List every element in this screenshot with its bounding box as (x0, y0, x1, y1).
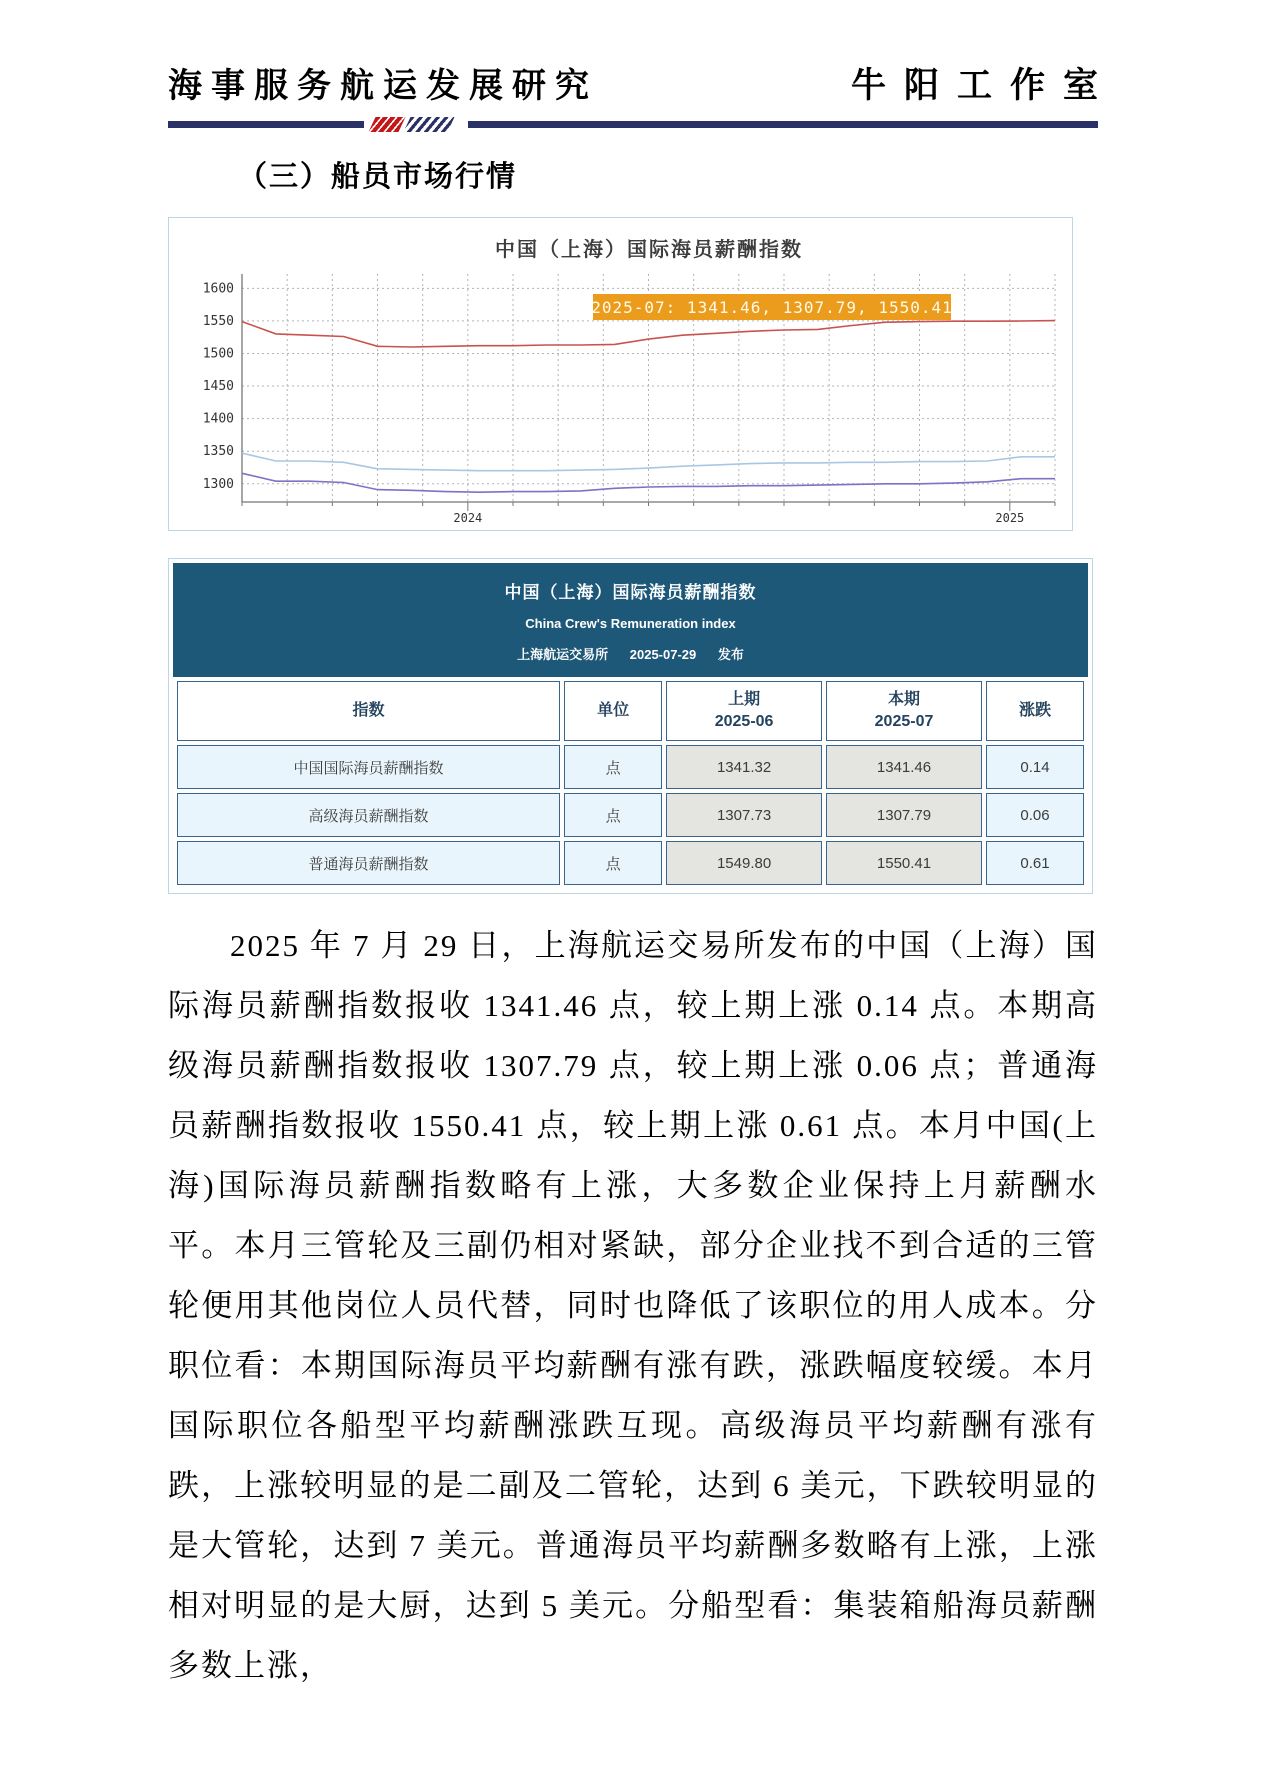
cell-prev-value: 1307.73 (666, 793, 822, 837)
col-header-unit (564, 681, 662, 741)
cell-index-name: 中国国际海员薪酬指数 (177, 745, 560, 789)
chart-tooltip-text: 2025-07: 1341.46, 1307.79, 1550.41 (591, 298, 953, 317)
table-publish-word: 发布 (717, 647, 744, 662)
crew-index-chart (168, 217, 1073, 531)
cell-curr-value: 1307.79 (826, 793, 982, 837)
table-banner (173, 563, 1088, 677)
table-publisher: 上海航运交易所 (517, 647, 609, 662)
svg-text:1550: 1550 (202, 313, 234, 329)
table-subtitle-en: China Crew's Remuneration index (525, 616, 736, 631)
col-header-index (177, 681, 560, 741)
cell-index-name: 普通海员薪酬指数 (177, 841, 560, 885)
svg-text:1400: 1400 (202, 411, 234, 427)
crew-index-chart-svg (169, 218, 1072, 530)
divider-red-stripes-icon (369, 117, 406, 132)
crew-index-table (173, 677, 1088, 889)
crew-index-table-frame (168, 558, 1093, 894)
svg-text:2024: 2024 (453, 511, 483, 525)
masthead-left-title: 海事服务航运发展研究 (168, 67, 598, 105)
cell-curr-value: 1341.46 (826, 745, 982, 789)
col-header-prev (666, 681, 822, 741)
masthead-divider (168, 121, 1098, 128)
col-header-change-label: 涨跌 (1018, 702, 1051, 720)
table-header-row (177, 681, 1084, 741)
divider-navy-stripes-icon (404, 117, 455, 132)
cell-unit: 点 (564, 793, 662, 837)
chart-series-lines (242, 321, 1055, 493)
col-header-change (986, 681, 1084, 741)
cell-change-value: 0.61 (986, 841, 1084, 885)
cell-change-value: 0.06 (986, 793, 1084, 837)
cell-change-value: 0.14 (986, 745, 1084, 789)
body-paragraph: 2025 年 7 月 29 日，上海航运交易所发布的中国（上海）国际海员薪酬指数报收 1341.46 点，较上期上涨 0.14 点。本期高级海员薪酬指数报收 1307.79 点，较上期上涨 0.06 点；普通海员薪酬指数报收 1550.41 点，较上期上涨 0.61 点。本月中国(上海)国际海员薪酬指数略有上涨，大多数企业保持上月薪酬水平。本月三管轮及三副仍相对紧缺，部分企业找不到合适的三管轮便用其他岗位人员代替，同时也降低了该职位的用人成本。分职位看：本期国际海员平均薪酬有涨有跌，涨跌幅度较缓。本月国际职位各船型平均薪酬涨跌互现。高级海员平均薪酬有涨有跌，上涨较明显的是二副及二管轮，达到 6 美元，下跌较明显的是大管轮，达到 7 美元。普通海员平均薪酬多数略有上涨，上涨相对明显的是大厨，达到 5 美元。分船型看：集装箱船海员薪酬多数上涨， (168, 928, 1098, 1683)
svg-text:2025: 2025 (995, 511, 1025, 525)
col-header-curr-period: 2025-07 (874, 713, 934, 730)
col-header-index-label: 指数 (352, 702, 385, 720)
cell-curr-value: 1550.41 (826, 841, 982, 885)
table-row (177, 793, 1084, 837)
cell-prev-value: 1549.80 (666, 841, 822, 885)
chart-title: 中国（上海）国际海员薪酬指数 (495, 239, 803, 261)
col-header-curr-label: 本期 (888, 691, 921, 709)
cell-unit: 点 (564, 841, 662, 885)
table-publish-date: 2025-07-29 (629, 647, 697, 662)
svg-text:1600: 1600 (202, 281, 234, 297)
masthead (168, 0, 1116, 108)
svg-text:1350: 1350 (202, 444, 234, 460)
table-row (177, 745, 1084, 789)
col-header-prev-period: 2025-06 (714, 713, 774, 730)
cell-prev-value: 1341.32 (666, 745, 822, 789)
table-row (177, 841, 1084, 885)
col-header-prev-label: 上期 (728, 691, 761, 709)
svg-text:1300: 1300 (202, 476, 234, 492)
table-publisher-line (173, 644, 1088, 663)
cell-unit: 点 (564, 745, 662, 789)
masthead-right-title: 牛阳工作室 (850, 66, 1116, 105)
svg-text:1500: 1500 (202, 346, 234, 362)
section-heading: （三）船员市场行情 (238, 161, 518, 193)
divider-decoration (364, 117, 468, 132)
svg-text:1450: 1450 (202, 379, 234, 395)
table-title: 中国（上海）国际海员薪酬指数 (504, 583, 757, 602)
cell-index-name: 高级海员薪酬指数 (177, 793, 560, 837)
col-header-unit-label: 单位 (597, 702, 630, 720)
col-header-curr (826, 681, 982, 741)
